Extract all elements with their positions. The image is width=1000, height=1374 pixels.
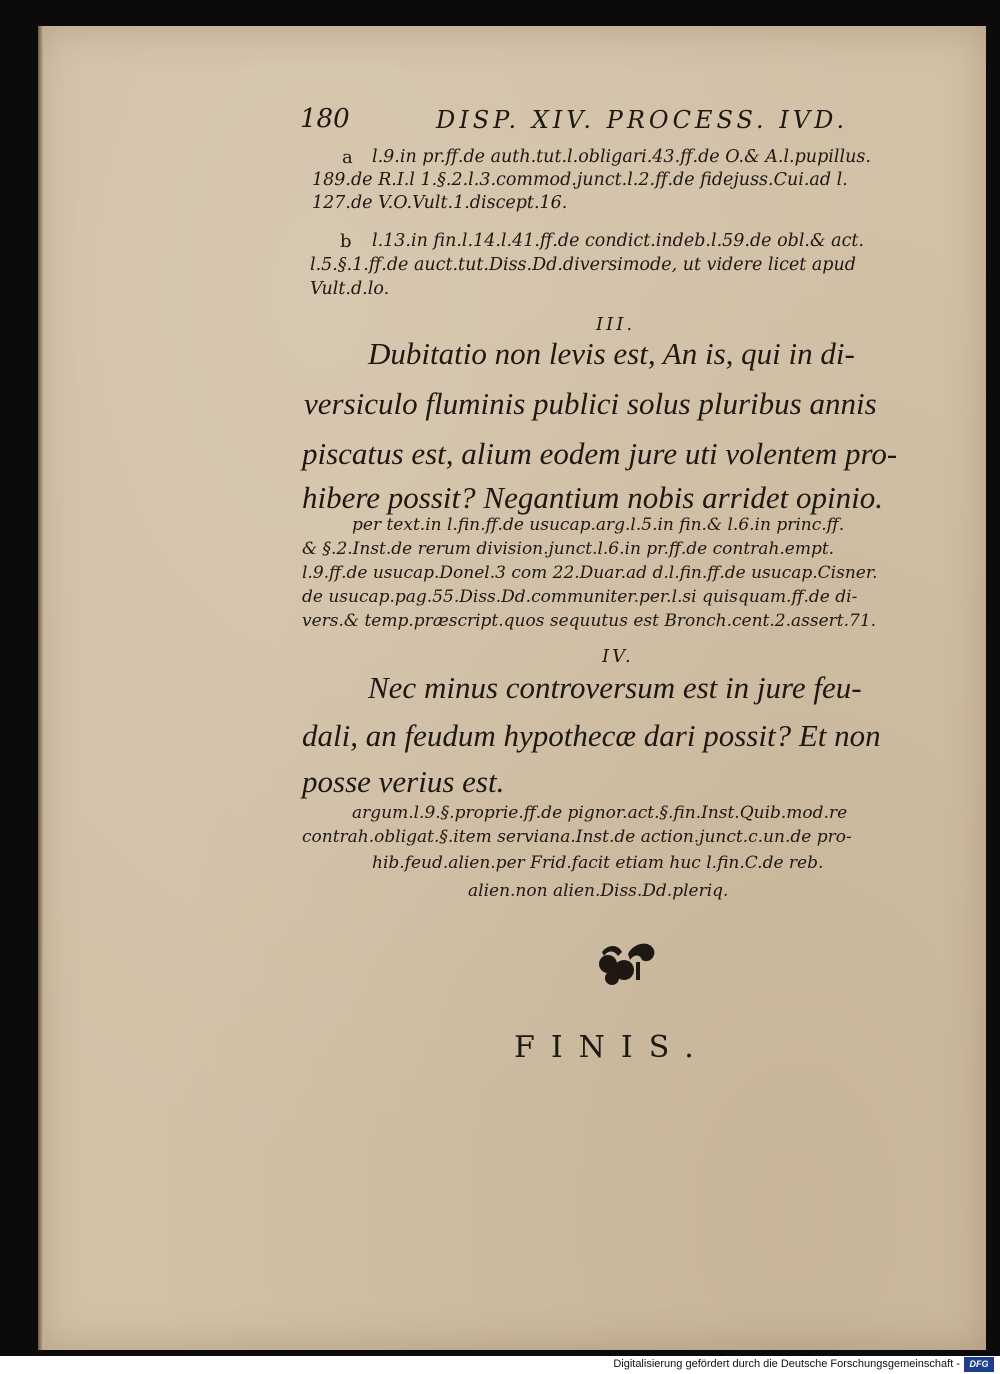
thesis-line: hibere possit? Negantium nobis arridet opinio. [302,480,883,515]
footnote-line: l.5.§.1.ff.de auct.tut.Diss.Dd.diversimode, ut videre licet apud [310,255,856,275]
fleuron-icon [594,934,664,988]
thesis-line: Dubitatio non levis est, An is, qui in di- [368,336,855,371]
citation-line: l.9.ff.de usucap.Donel.3 com 22.Duar.ad d.l.fin.ff.de usucap.Cisner. [302,563,878,583]
thesis-line: posse verius est. [302,764,505,799]
footnote-line: 189.de R.I.l 1.§.2.l.3.commod.junct.l.2.ff.de fidejuss.Cui.ad l. [312,170,848,190]
page-edge [38,26,44,1350]
section-number: III. [596,314,636,335]
citation-line: de usucap.pag.55.Diss.Dd.communiter.per.l.si quisquam.ff.de di- [302,587,858,607]
citation-line: hib.feud.alien.per Frid.facit etiam huc l.fin.C.de reb. [372,853,824,873]
citation-line: & §.2.Inst.de rerum division.junct.l.6.in pr.ff.de contrah.empt. [302,539,835,559]
citation-line: vers.& temp.præscript.quos sequutus est Bronch.cent.2.assert.71. [302,611,877,631]
thesis-line: piscatus est, alium eodem jure uti volentem pro- [302,436,898,471]
thesis-line: dali, an feudum hypothecæ dari possit? Et non [302,718,881,753]
thesis-line: Nec minus controversum est in jure feu- [368,670,862,705]
footnote-line: Vult.d.lo. [310,279,390,299]
dfg-logo-icon: DFG [964,1357,994,1372]
section-number: IV. [602,646,634,667]
running-title: DISP. XIV. PROCESS. IVD. [436,106,849,134]
thesis-line: versiculo fluminis publici solus pluribus annis [304,386,877,421]
footnote-marker: b [340,231,352,252]
citation-line: per text.in l.fin.ff.de usucap.arg.l.5.in fin.& l.6.in princ.ff. [352,515,845,535]
citation-line: contrah.obligat.§.item serviana.Inst.de action.junct.c.un.de pro- [302,827,852,847]
citation-line: alien.non alien.Diss.Dd.pleriq. [468,881,729,901]
footnote-marker: a [342,147,353,168]
footnote-line: l.13.in fin.l.14.l.41.ff.de condict.indeb.l.59.de obl.& act. [372,231,864,251]
footnote-line: l.9.in pr.ff.de auth.tut.l.obligari.43.ff.de O.& A.l.pupillus. [372,147,871,167]
footnote-line: 127.de V.O.Vult.1.discept.16. [312,193,568,213]
page-number: 180 [300,104,350,134]
citation-line: argum.l.9.§.proprie.ff.de pignor.act.§.fin.Inst.Quib.mod.re [352,803,848,823]
finis: FINIS. [514,1030,710,1065]
credit-text: Digitalisierung gefördert durch die Deutsche Forschungsgemeinschaft - [613,1358,960,1370]
